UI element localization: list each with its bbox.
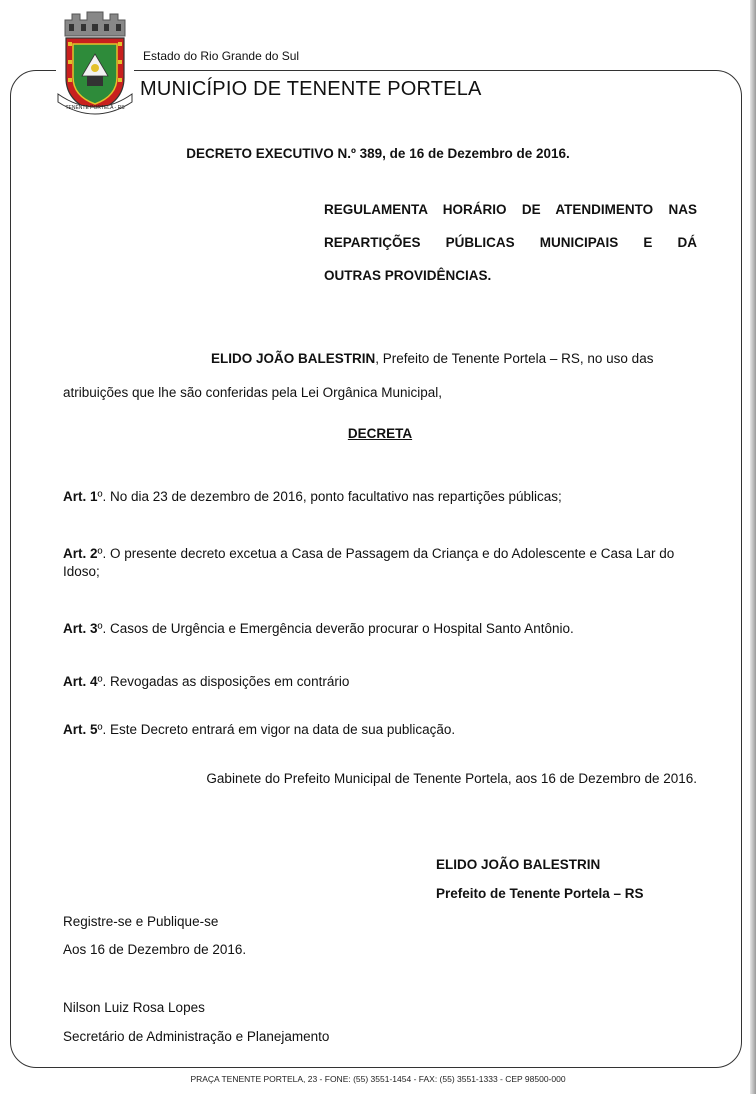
- article-1: [63, 488, 697, 506]
- article-4-text: . Revogadas as disposições em contrário: [102, 674, 350, 689]
- article-5-text: . Este Decreto entrará em vigor na data de sua publicação.: [102, 722, 456, 737]
- state-name: Estado do Rio Grande do Sul: [143, 49, 300, 63]
- ementa-line-3: OUTRAS PROVIDÊNCIAS.: [324, 268, 492, 283]
- article-2-text: . O presente decreto excetua a Casa de Passagem da Criança e do Adolescente e Casa Lar do Idoso;: [63, 546, 675, 579]
- article-5-label: Art. 5: [63, 722, 98, 737]
- registry-date: Aos 16 de Dezembro de 2016.: [63, 942, 247, 957]
- article-2-label: Art. 2: [63, 546, 98, 561]
- article-1-ordinal: º: [97, 489, 103, 504]
- article-2: [63, 545, 697, 581]
- page-edge-shadow: [750, 0, 756, 1094]
- article-4: [63, 673, 697, 691]
- article-3-text: . Casos de Urgência e Emergência deverão procurar o Hospital Santo Antônio.: [102, 621, 574, 636]
- ementa-line-2: REPARTIÇÕES PÚBLICAS MUNICIPAIS E DÁ: [324, 235, 697, 250]
- article-5: [63, 721, 697, 739]
- signature-role: Prefeito de Tenente Portela – RS: [436, 886, 644, 901]
- footer-address: PRAÇA TENENTE PORTELA, 23 - FONE: (55) 3551-1454 - FAX: (55) 3551-1333 - CEP 98500-000: [190, 1074, 566, 1084]
- preamble-line-2: atribuições que lhe são conferidas pela Lei Orgânica Municipal,: [63, 385, 442, 400]
- article-3: [63, 620, 697, 638]
- preamble-line-1-text: , Prefeito de Tenente Portela – RS, no uso das: [375, 351, 654, 366]
- signature-name: ELIDO JOÃO BALESTRIN: [436, 857, 601, 872]
- article-2-ordinal: º: [97, 546, 103, 561]
- ementa-line-1: REGULAMENTA HORÁRIO DE ATENDIMENTO NAS: [324, 202, 697, 217]
- decreta-heading: DECRETA: [347, 426, 413, 441]
- article-4-label: Art. 4: [63, 674, 98, 689]
- article-1-text: . No dia 23 de dezembro de 2016, ponto facultativo nas repartições públicas;: [102, 489, 562, 504]
- secretary-role: Secretário de Administração e Planejamento: [63, 1029, 330, 1044]
- closing-line: Gabinete do Prefeito Municipal de Tenente Portela, aos 16 de Dezembro de 2016.: [206, 771, 697, 786]
- article-5-ordinal: º: [97, 722, 103, 737]
- registry-line-1: Registre-se e Publique-se: [63, 914, 219, 929]
- municipal-coat-of-arms: [56, 8, 134, 120]
- article-4-ordinal: º: [97, 674, 103, 689]
- decree-title: DECRETO EXECUTIVO N.º 389, de 16 de Dezembro de 2016.: [186, 146, 570, 161]
- article-3-ordinal: º: [97, 621, 103, 636]
- municipality-name: MUNICÍPIO DE TENENTE PORTELA: [140, 78, 486, 101]
- secretary-name: Nilson Luiz Rosa Lopes: [63, 1000, 205, 1015]
- article-1-label: Art. 1: [63, 489, 98, 504]
- preamble-mayor-name: ELIDO JOÃO BALESTRIN: [211, 351, 376, 366]
- preamble-line-1: [211, 350, 697, 368]
- svg-text:TENENTE PORTELA - RS: TENENTE PORTELA - RS: [65, 105, 125, 111]
- article-3-label: Art. 3: [63, 621, 98, 636]
